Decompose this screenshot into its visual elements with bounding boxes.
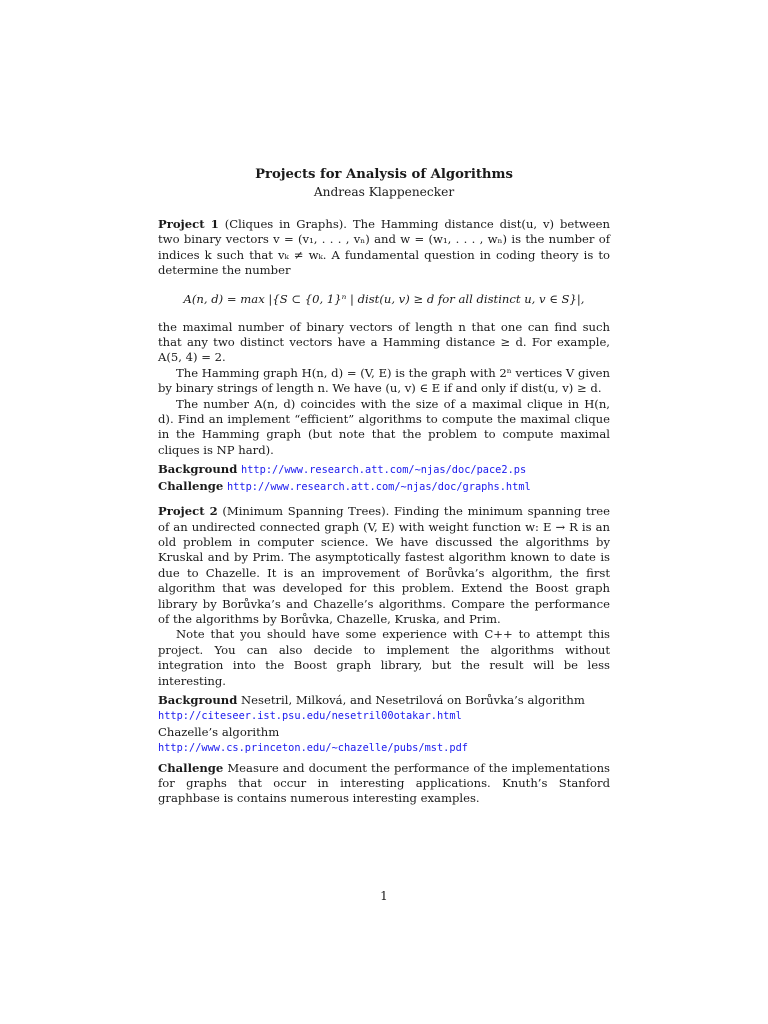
project-1-paragraph-3: The number A(n, d) coincides with the size of a maximal clique in H(n, d). Find an implement “efficient” algorithms to compute the maximal clique in the Hamming graph (but note that the problem to compute maximal cliques is NP hard). bbox=[158, 396, 610, 457]
project-2-paragraph-2: Note that you should have some experience with C++ to attempt this project. You can also decide to implement the algorithms without integration into the Boost graph library, but the result will be less interesting. bbox=[158, 627, 610, 688]
project-2-background-link-1-line bbox=[158, 708, 610, 724]
project-2-background-link-2-line bbox=[158, 740, 610, 756]
project-1-paragraph-2: The Hamming graph H(n, d) = (V, E) is the graph with 2ⁿ vertices V given by binary strings of length n. We have (u, v) ∈ E if and only if dist(u, v) ≥ d. bbox=[158, 365, 610, 396]
document-author: Andreas Klappenecker bbox=[313, 185, 455, 199]
project-2-background-text: Nesetril, Milková, and Nesetrilová on Borůvka’s algorithm bbox=[241, 692, 585, 707]
project-1-challenge-link[interactable]: http://www.research.att.com/~njas/doc/graphs.html bbox=[226, 480, 531, 493]
project-2-challenge bbox=[158, 761, 610, 807]
project-2-subtitle: (Minimum Spanning Trees). bbox=[222, 504, 390, 519]
project-2-background-text-2: Chazelle’s algorithm bbox=[158, 724, 280, 739]
document-title: Projects for Analysis of Algorithms bbox=[255, 167, 513, 182]
project-1-paragraph-1: the maximal number of binary vectors of length n that one can find such that any two distinct vectors have a Hamming distance ≥ d. For example, A(5, 4) = 2. bbox=[158, 319, 610, 365]
project-2-background-link-1[interactable]: http://citeseer.ist.psu.edu/nesetril00otakar.html bbox=[158, 710, 462, 723]
project-1-heading: Project 1 bbox=[158, 217, 219, 231]
project-1-background-label: Background bbox=[158, 462, 238, 477]
document-body bbox=[158, 166, 610, 807]
page-number: 1 bbox=[380, 889, 388, 903]
project-2-heading: Project 2 bbox=[158, 504, 218, 519]
project-1-subtitle: (Cliques in Graphs). bbox=[224, 217, 347, 231]
project-1-challenge bbox=[158, 479, 610, 495]
project-1-background-link[interactable]: http://www.research.att.com/~njas/doc/pace2.ps bbox=[241, 464, 527, 477]
project-2-section bbox=[158, 504, 610, 807]
project-1-intro bbox=[158, 217, 610, 279]
project-1-background bbox=[158, 462, 610, 478]
project-1-intro-text: The Hamming distance dist(u, v) between two binary vectors v = (v₁, . . . , vₙ) and w = (w₁, . . . , wₙ) is the number of indices k such that vₖ ≠ wₖ. A fundamental question in coding theory is to determine the number bbox=[158, 217, 610, 278]
project-2-background-label: Background bbox=[158, 692, 238, 707]
project-1-challenge-label: Challenge bbox=[158, 478, 224, 493]
project-2-background bbox=[158, 693, 610, 708]
project-2-intro-text: Finding the minimum spanning tree of an undirected connected graph (V, E) with weight function w: E → R is an old problem in computer science. We have discussed the algorithms by Kruskal and by Prim. The asymptotically fastest algorithm known to date is due to Chazelle. It is an improvement of Borůvka’s algorithm, the first algorithm that was developed for this problem. Extend the Boost graph library by Borůvka’s and Chazelle’s algorithms. Compare the performance of the algorithms by Borůvka, Chazelle, Kruska, and Prim. bbox=[158, 504, 610, 626]
project-2-challenge-text: Measure and document the performance of the implementations for graphs that occur in interesting applications. Knuth’s Stanford graphbase is contains numerous interesting examples. bbox=[158, 760, 611, 806]
project-1-section bbox=[158, 217, 610, 495]
project-2-intro bbox=[158, 504, 610, 627]
project-1-equation: A(n, d) = max |{S ⊂ {0, 1}ⁿ | dist(u, v) ≥ d for all distinct u, v ∈ S}|, bbox=[183, 291, 585, 306]
project-2-background-link-2[interactable]: http://www.cs.princeton.edu/~chazelle/pubs/mst.pdf bbox=[158, 742, 468, 755]
project-2-challenge-label: Challenge bbox=[158, 760, 224, 775]
